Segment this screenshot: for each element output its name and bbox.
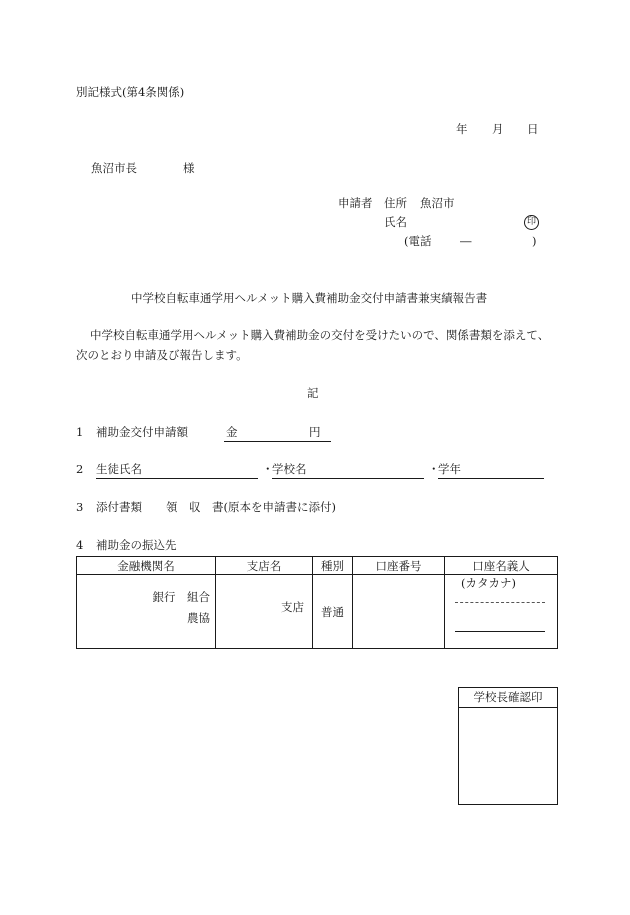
- bank-type-line-2: 農協: [187, 611, 210, 625]
- kanji-name-line: [455, 631, 545, 632]
- phone-open: (電話: [404, 234, 432, 248]
- bank-table: [76, 556, 558, 649]
- item2-separator-2: ・: [428, 462, 440, 476]
- item1-yen: 円: [309, 425, 321, 439]
- body-line-1: 中学校自転車通学用ヘルメット購入費補助金の交付を受けたいので、関係書類を添えて、: [90, 328, 550, 342]
- item2-separator-1: ・: [262, 462, 274, 476]
- account-holder-cell[interactable]: [445, 575, 558, 649]
- bank-name-cell[interactable]: [77, 575, 216, 649]
- branch-suffix: 支店: [281, 600, 304, 614]
- katakana-note: (カタカナ): [461, 576, 516, 590]
- item1-underline: [224, 441, 331, 442]
- account-type: 普通: [321, 604, 344, 619]
- item3-doc: 領 収 書(原本を申請書に添付): [166, 500, 336, 514]
- date-day: 日: [527, 122, 539, 136]
- name-label: 氏名: [384, 215, 407, 229]
- grade-label: 学年: [438, 462, 461, 476]
- header-account-number: 口座番号: [353, 557, 445, 575]
- phone-dash: ―: [460, 234, 472, 248]
- item3-number: 3: [76, 500, 84, 514]
- type-cell: [313, 575, 353, 649]
- form-label: 別記様式(第4条関係): [76, 85, 185, 99]
- item2-number: 2: [76, 462, 84, 476]
- principal-seal-box[interactable]: [458, 687, 558, 805]
- header-account-holder: 口座名義人: [445, 557, 558, 575]
- applicant-label: 申請者: [338, 196, 373, 210]
- school-name-field[interactable]: [272, 478, 424, 479]
- addressee-honorific: 様: [183, 161, 195, 175]
- header-branch: 支店名: [216, 557, 313, 575]
- item4-label: 補助金の振込先: [96, 538, 177, 552]
- student-name-field[interactable]: [96, 478, 258, 479]
- item1-kin: 金: [226, 425, 238, 439]
- item1-label: 補助金交付申請額: [96, 425, 188, 439]
- phone-close: ): [532, 234, 537, 248]
- addressee-name: 魚沼市長: [91, 161, 137, 175]
- account-number-cell[interactable]: [353, 575, 445, 649]
- document-title: 中学校自転車通学用ヘルメット購入費補助金交付申請書兼実績報告書: [131, 291, 488, 305]
- seal-mark: 印: [524, 215, 539, 230]
- katakana-dotted-line: [455, 602, 545, 603]
- body-line-2: 次のとおり申請及び報告します。: [76, 348, 248, 362]
- header-bank-name: 金融機関名: [77, 557, 216, 575]
- date-year: 年: [456, 122, 468, 136]
- item4-number: 4: [76, 538, 84, 552]
- address-value: 魚沼市: [420, 196, 455, 210]
- item3-label: 添付書類: [96, 500, 142, 514]
- date-month: 月: [492, 122, 504, 136]
- ki-heading: 記: [307, 386, 319, 400]
- header-type: 種別: [313, 557, 353, 575]
- grade-field[interactable]: [438, 478, 544, 479]
- school-name-label: 学校名: [272, 462, 307, 476]
- bank-type-line-1: 銀行 組合: [152, 590, 210, 604]
- branch-cell[interactable]: [216, 575, 313, 649]
- address-label: 住所: [384, 196, 407, 210]
- student-name-label: 生徒氏名: [96, 462, 142, 476]
- principal-seal-label: 学校長確認印: [459, 688, 557, 708]
- item1-number: 1: [76, 425, 84, 439]
